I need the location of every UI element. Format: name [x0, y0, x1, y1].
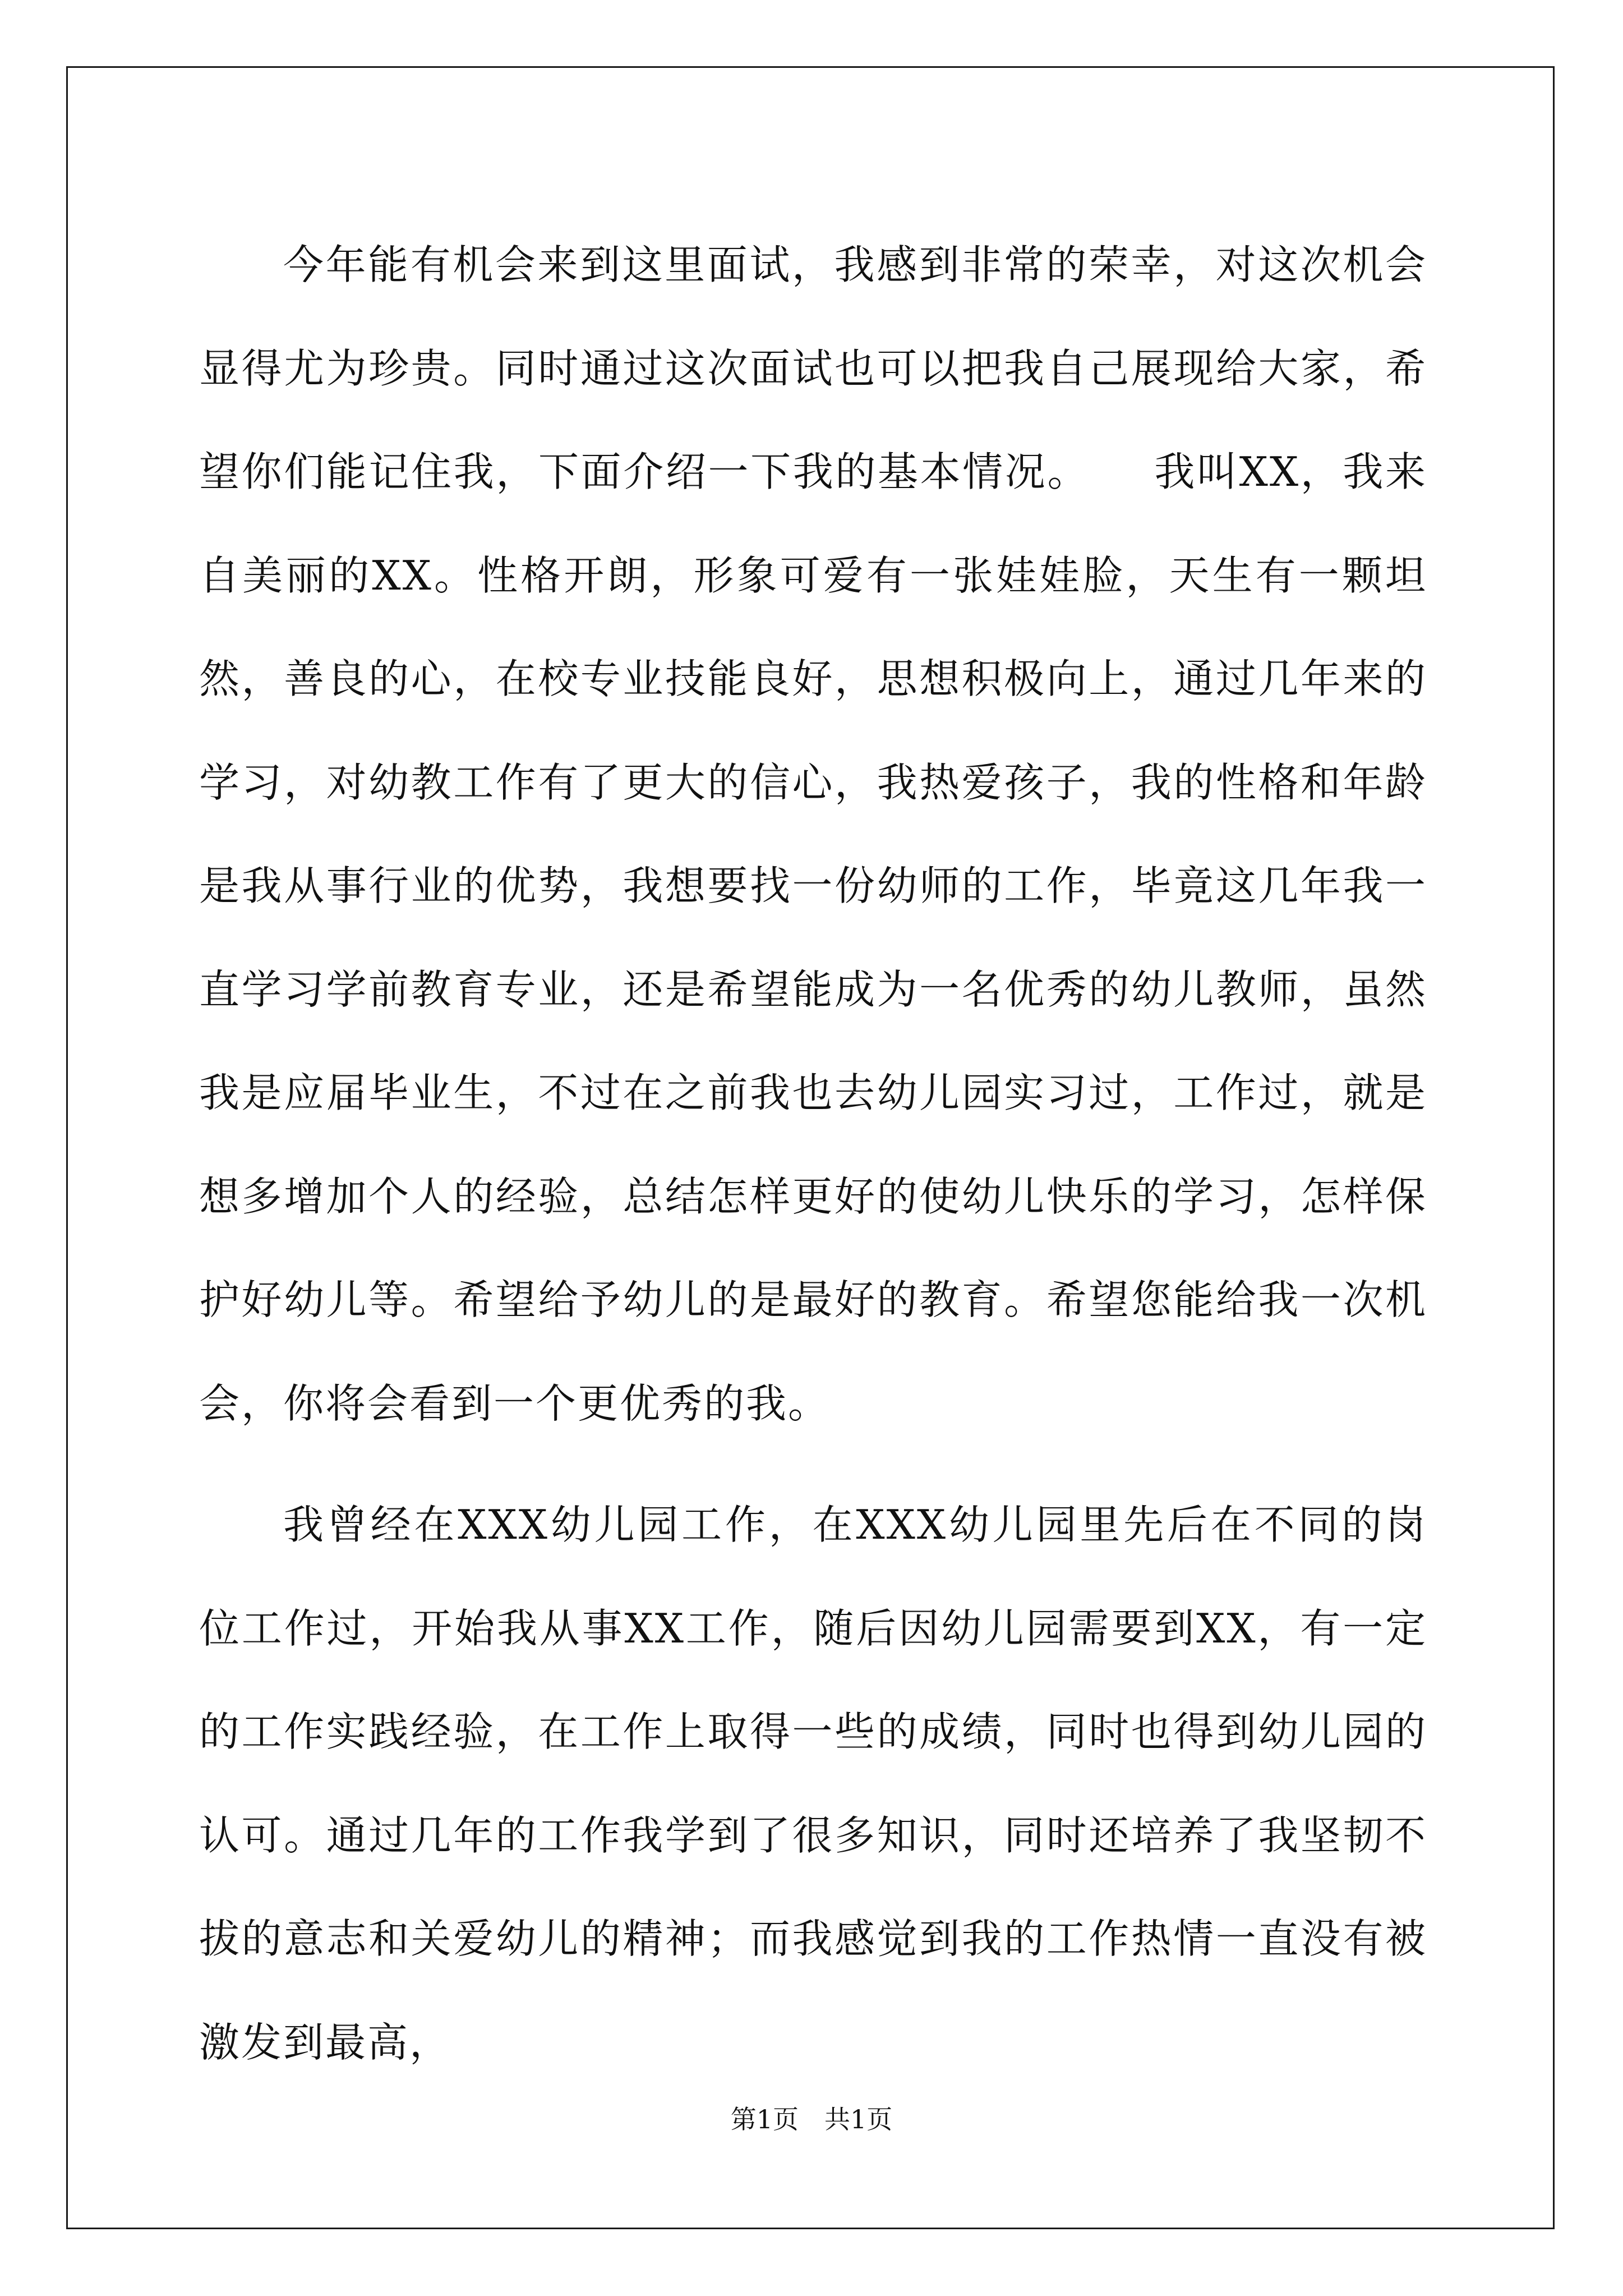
paragraph-work-experience: 我曾经在XXX幼儿园工作，在XXX幼儿园里先后在不同的岗位工作过，开始我从事XX工作，随后因幼儿园需要到XX，有一定的工作实践经验，在工作上取得一些的成绩，同时也得到幼儿园的认可。通过几年的工作我学到了很多知识，同时还培养了我坚韧不拔的意志和关爱幼儿的精神；而我感觉到我的工作热情一直没有被激发到最高， [199, 1501, 1427, 2066]
page-number-footer: 第1页 共1页 [730, 2104, 893, 2134]
paragraph-self-introduction: 今年能有机会来到这里面试，我感到非常的荣幸，对这次机会显得尤为珍贵。同时通过这次面试也可以把我自己展现给大家，希望你们能记住我，下面介绍一下我的基本情况。 我叫XX，我来自美丽的XX。性格开朗，形象可爱有一张娃娃脸，天生有一颗坦然，善良的心，在校专业技能良好，思想积极向上，通过几年来的学习，对幼教工作有了更大的信心，我热爱孩子，我的性格和年龄是我从事行业的优势，我想要找一份幼师的工作，毕竟这几年我一直学习学前教育专业，还是希望能成为一名优秀的幼儿教师，虽然我是应届毕业生，不过在之前我也去幼儿园实习过，工作过，就是想多增加个人的经验，总结怎样更好的使幼儿快乐的学习，怎样保护好幼儿等。希望给予幼儿的是最好的教育。希望您能给我一次机会，你将会看到一个更优秀的我。 [199, 241, 1427, 1427]
document-body [199, 213, 1427, 2094]
